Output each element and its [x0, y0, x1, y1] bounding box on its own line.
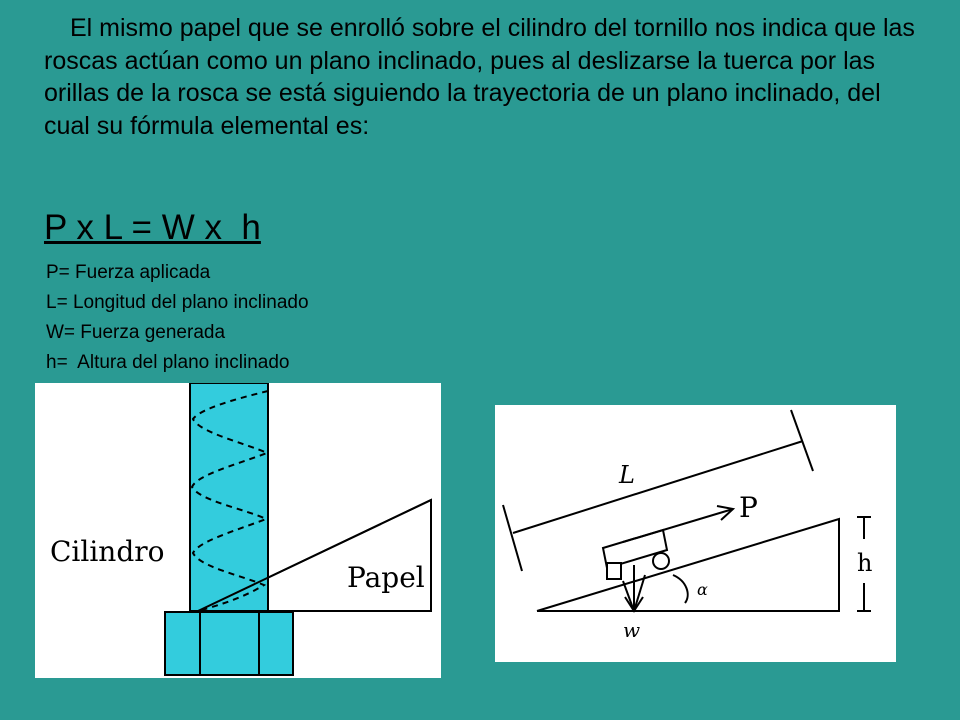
label-alpha: α [697, 580, 708, 599]
L-tick-right [791, 410, 813, 471]
cylinder-figure-svg [35, 383, 441, 678]
definition-P: P= Fuerza aplicada [46, 262, 211, 283]
formula: P x L = W x h [44, 208, 261, 247]
inclined-plane-svg [495, 405, 896, 662]
definition-L: L= Longitud del plano inclinado [46, 292, 309, 313]
intro-text: El mismo papel que se enrolló sobre el cilindro del tornillo nos indica que las roscas actúan como un plano inclinado, pues al deslizarse la tuerca por las orillas de la rosca se está siguiendo la trayectoria de un plano inclinado, del cual su fórmula elemental es: [44, 14, 915, 140]
L-dimension-line [513, 441, 803, 533]
inclined-plane-figure [495, 405, 896, 662]
definition-h: h= Altura del plano inclinado [46, 352, 290, 373]
force-P-arrow [623, 509, 733, 542]
label-L: L [619, 461, 635, 489]
block-wheel-left [607, 563, 621, 579]
block-wheel-right [653, 553, 669, 569]
nut-base [165, 612, 293, 675]
label-P: P [739, 491, 758, 524]
definition-W: W= Fuerza generada [46, 322, 226, 343]
angle-arc [673, 575, 688, 603]
L-tick-left [503, 505, 522, 571]
label-h: h [857, 549, 873, 577]
intro-paragraph [44, 12, 924, 142]
label-paper: Papel [347, 561, 425, 594]
label-cylinder: Cilindro [50, 535, 165, 568]
cylinder-body [190, 383, 268, 611]
definitions-list [46, 258, 309, 378]
cylinder-figure [35, 383, 441, 678]
weight-diag-1 [623, 581, 634, 611]
label-w: w [623, 618, 641, 642]
